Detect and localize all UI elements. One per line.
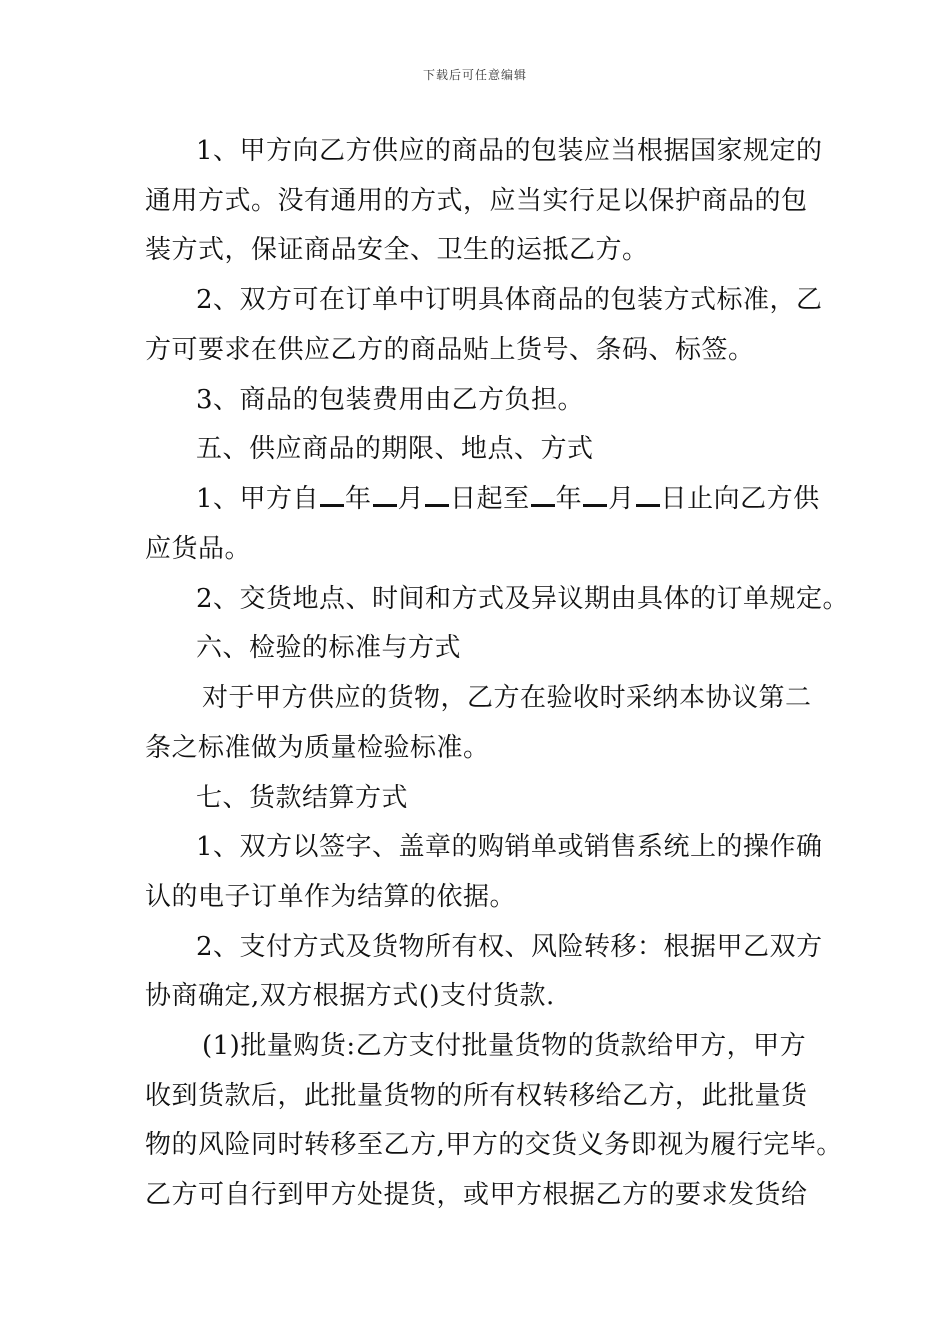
- paragraph-line: 认的电子订单作为结算的依据。: [145, 882, 517, 912]
- paragraph-line: 物的风险同时转移至乙方,甲方的交货义务即视为履行完毕。: [145, 1130, 843, 1160]
- text-segment: 月: [397, 484, 425, 514]
- paragraph-line: 2、双方可在订单中订明具体商品的包装方式标准，乙: [196, 285, 823, 315]
- paragraph-line: 1、甲方向乙方供应的商品的包装应当根据国家规定的: [196, 136, 823, 166]
- blank-field: [636, 486, 660, 507]
- blank-field: [583, 486, 607, 507]
- text-segment: 月: [608, 484, 635, 514]
- paragraph-line: 乙方可自行到甲方处提货，或甲方根据乙方的要求发货给: [145, 1180, 808, 1210]
- paragraph-line: 收到货款后，此批量货物的所有权转移给乙方，此批量货: [145, 1081, 808, 1111]
- paragraph-line: 2、交货地点、时间和方式及异议期由具体的订单规定。: [196, 584, 850, 614]
- blank-field: [425, 486, 449, 507]
- paragraph-line: 协商确定,双方根据方式()支付货款.: [145, 981, 555, 1011]
- paragraph-line: 通用方式。没有通用的方式，应当实行足以保护商品的包: [145, 186, 808, 216]
- paragraph-line-with-blanks: [196, 484, 820, 514]
- text-segment: 1、甲方自: [196, 484, 320, 514]
- paragraph-line: 应货品。: [145, 534, 252, 564]
- paragraph-line: 2、支付方式及货物所有权、风险转移：根据甲乙双方: [196, 932, 823, 962]
- text-segment: 年: [555, 484, 583, 514]
- text-segment: 日止向乙方供: [660, 484, 820, 514]
- blank-field: [531, 486, 555, 507]
- paragraph-line: 1、双方以签字、盖章的购销单或销售系统上的操作确: [196, 832, 823, 862]
- section-heading: 五、供应商品的期限、地点、方式: [196, 434, 594, 464]
- paragraph-line: 装方式，保证商品安全、卫生的运抵乙方。: [145, 235, 649, 265]
- paragraph-line: (1)批量购货:乙方支付批量货物的货款给甲方，甲方: [202, 1031, 807, 1061]
- blank-field: [320, 486, 344, 507]
- section-heading: 六、检验的标准与方式: [196, 633, 462, 663]
- paragraph-line: 条之标准做为质量检验标准。: [145, 733, 490, 763]
- blank-field: [373, 486, 397, 507]
- paragraph-line: 3、商品的包装费用由乙方负担。: [196, 385, 585, 415]
- text-segment: 年: [345, 484, 372, 514]
- section-heading: 七、货款结算方式: [196, 783, 409, 813]
- paragraph-line: 方可要求在供应乙方的商品贴上货号、条码、标签。: [145, 335, 755, 365]
- page-header: 下载后可任意编辑: [422, 68, 527, 82]
- paragraph-line: 对于甲方供应的货物，乙方在验收时采纳本协议第二: [202, 683, 812, 713]
- text-segment: 日起至: [450, 484, 530, 514]
